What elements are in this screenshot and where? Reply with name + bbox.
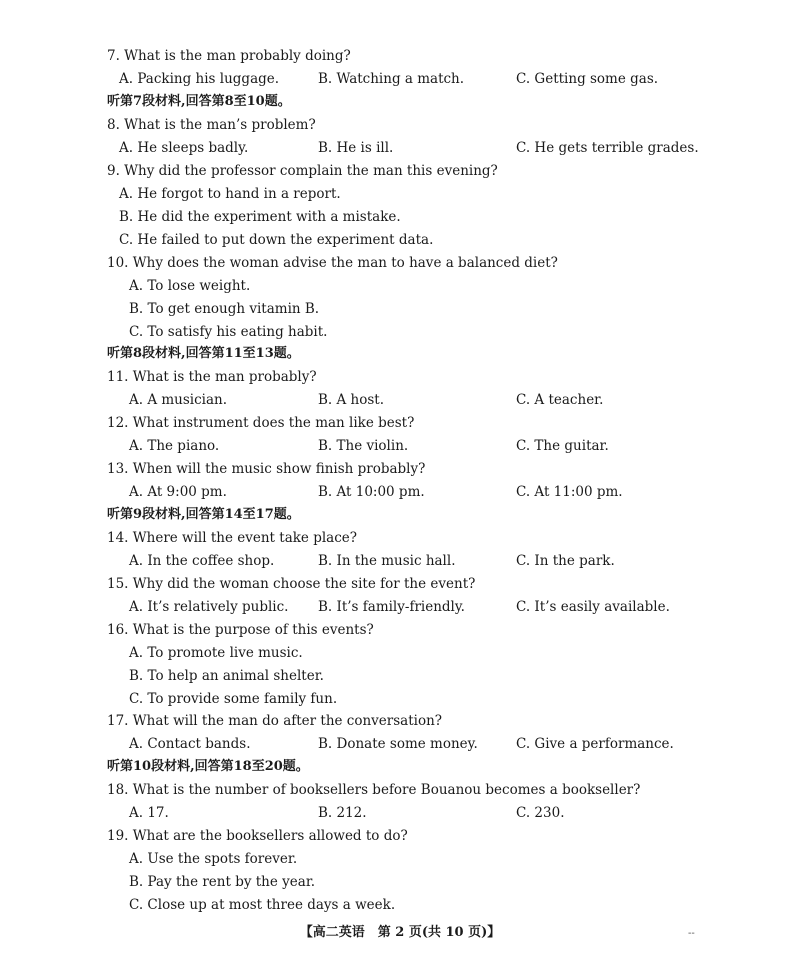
option-b: B. 212.	[318, 805, 367, 821]
option-b: B. He is ill.	[318, 140, 394, 156]
option-b: B. The violin.	[318, 438, 409, 454]
question-9-stem: 9. Why did the professor complain the man this evening?	[107, 163, 498, 179]
question-17-options	[119, 734, 739, 754]
option-a: A. The piano.	[129, 438, 220, 454]
section-heading-8: 听第8段材料,回答第11至13题。	[107, 346, 300, 361]
question-12-options	[119, 436, 739, 456]
question-8-stem: 8. What is the man’s problem?	[107, 117, 316, 133]
question-7-options	[119, 69, 739, 89]
option-b: B. A host.	[318, 392, 385, 408]
question-13-options	[119, 482, 739, 502]
question-15-stem: 15. Why did the woman choose the site for the event?	[107, 576, 476, 592]
question-11-stem: 11. What is the man probably?	[107, 369, 317, 385]
question-14-options	[119, 551, 739, 571]
option-a: A. In the coffee shop.	[129, 553, 275, 569]
option-b: B. Donate some money.	[318, 736, 478, 752]
option-a: A. At 9:00 pm.	[129, 484, 227, 500]
question-17-stem: 17. What will the man do after the conversation?	[107, 713, 443, 729]
question-10-option-c: C. To satisfy his eating habit.	[129, 324, 328, 340]
question-10-option-a: A. To lose weight.	[129, 278, 251, 294]
option-a: A. It’s relatively public.	[129, 599, 289, 615]
option-c: C. It’s easily available.	[516, 599, 670, 615]
option-c: C. The guitar.	[516, 438, 609, 454]
option-c: C. 230.	[516, 805, 565, 821]
section-heading-9: 听第9段材料,回答第14至17题。	[107, 507, 300, 522]
option-a: A. A musician.	[129, 392, 228, 408]
option-b: B. At 10:00 pm.	[318, 484, 425, 500]
corner-mark: --	[688, 928, 695, 939]
question-16-stem: 16. What is the purpose of this events?	[107, 622, 374, 638]
question-10-option-b: B. To get enough vitamin B.	[129, 301, 320, 317]
question-13-stem: 13. When will the music show finish probably?	[107, 461, 426, 477]
option-b: B. In the music hall.	[318, 553, 456, 569]
option-c: C. Give a performance.	[516, 736, 674, 752]
question-9-option-b: B. He did the experiment with a mistake.	[119, 209, 401, 225]
option-a: A. 17.	[129, 805, 169, 821]
question-16-option-c: C. To provide some family fun.	[129, 691, 338, 707]
option-c: C. He gets terrible grades.	[516, 140, 699, 156]
question-18-options	[119, 803, 739, 823]
question-10-stem: 10. Why does the woman advise the man to have a balanced diet?	[107, 255, 558, 271]
question-19-option-a: A. Use the spots forever.	[129, 851, 298, 867]
option-c: C. At 11:00 pm.	[516, 484, 623, 500]
question-18-stem: 18. What is the number of booksellers before Bouanou becomes a bookseller?	[107, 782, 641, 798]
page-footer: 【高二英语 第 2 页(共 10 页)】	[299, 925, 501, 940]
option-a: A. He sleeps badly.	[119, 140, 249, 156]
option-a: A. Packing his luggage.	[119, 71, 280, 87]
question-19-option-b: B. Pay the rent by the year.	[129, 874, 316, 890]
section-heading-7: 听第7段材料,回答第8至10题。	[107, 94, 291, 109]
option-b: B. Watching a match.	[318, 71, 465, 87]
question-8-options	[119, 138, 739, 158]
option-b: B. It’s family-friendly.	[318, 599, 465, 615]
question-16-option-a: A. To promote live music.	[129, 645, 303, 661]
question-19-stem: 19. What are the booksellers allowed to do?	[107, 828, 408, 844]
question-19-option-c: C. Close up at most three days a week.	[129, 897, 396, 913]
option-c: C. A teacher.	[516, 392, 604, 408]
question-9-option-a: A. He forgot to hand in a report.	[119, 186, 341, 202]
option-c: C. In the park.	[516, 553, 615, 569]
option-a: A. Contact bands.	[129, 736, 251, 752]
question-7-stem: 7. What is the man probably doing?	[107, 48, 351, 64]
option-c: C. Getting some gas.	[516, 71, 659, 87]
question-16-option-b: B. To help an animal shelter.	[129, 668, 324, 684]
question-9-option-c: C. He failed to put down the experiment data.	[119, 232, 434, 248]
question-15-options	[119, 597, 739, 617]
question-11-options	[119, 390, 739, 410]
question-14-stem: 14. Where will the event take place?	[107, 530, 358, 546]
section-heading-10: 听第10段材料,回答第18至20题。	[107, 759, 309, 774]
question-12-stem: 12. What instrument does the man like best?	[107, 415, 415, 431]
